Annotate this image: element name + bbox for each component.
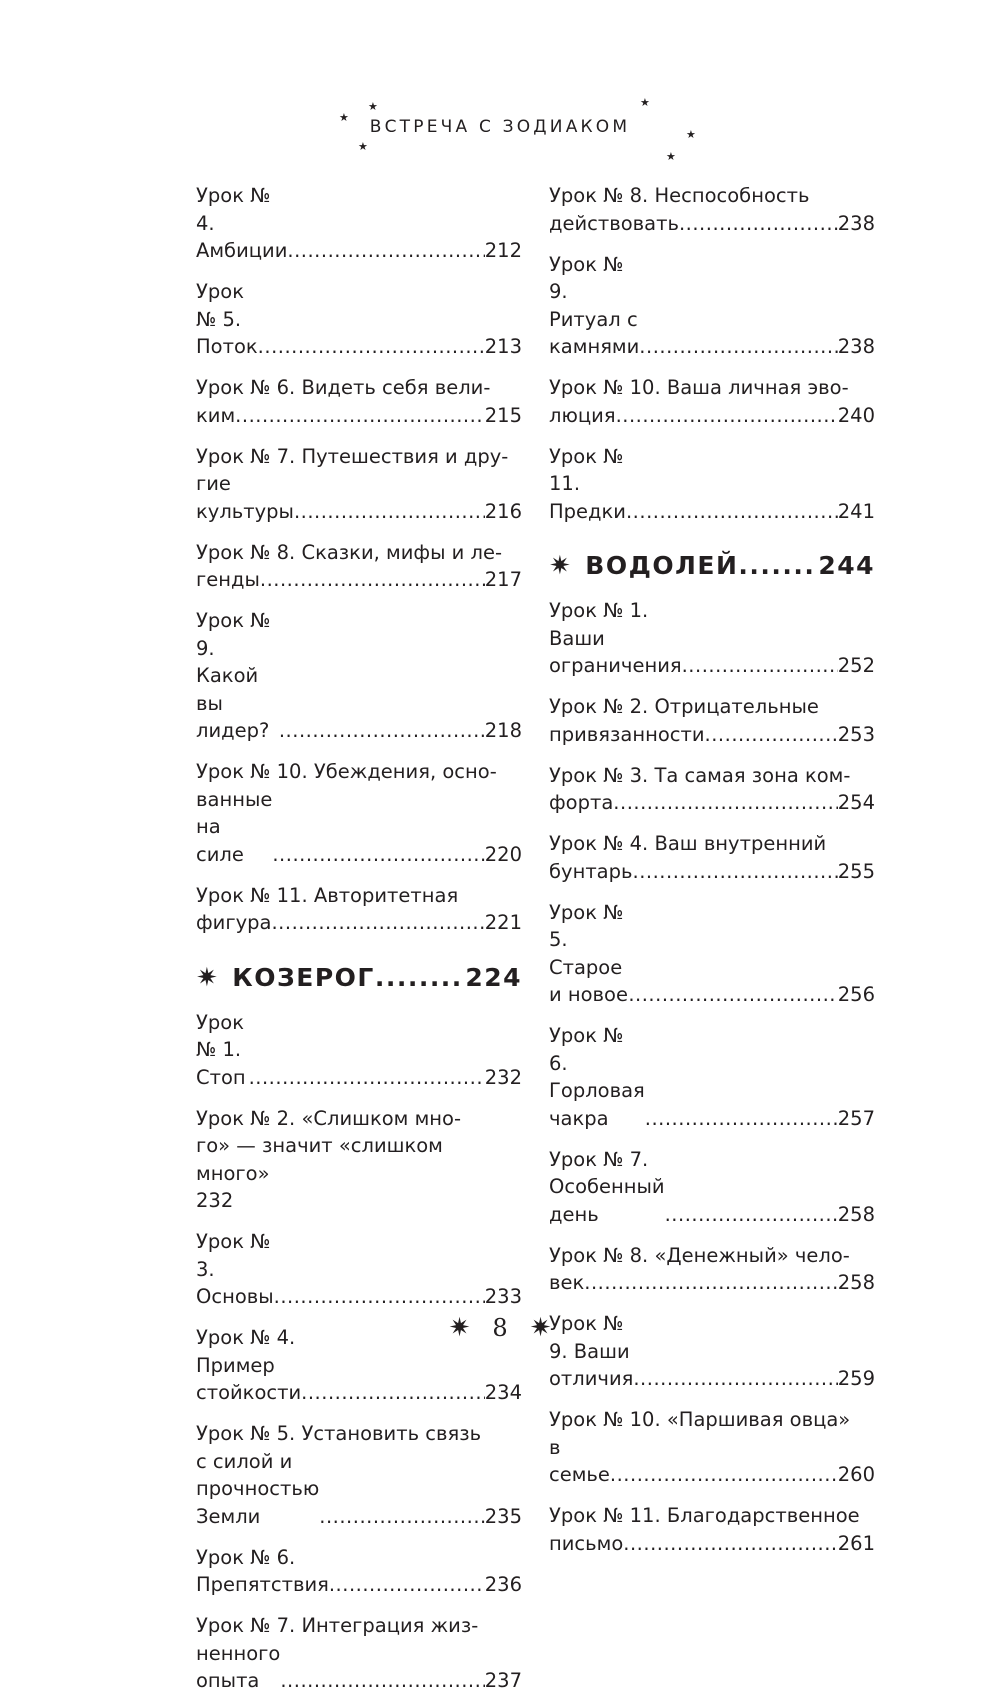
toc-entry[interactable]	[196, 443, 522, 526]
entry-page: 218	[484, 719, 522, 742]
entry-page: 236	[484, 1573, 522, 1596]
toc-entry[interactable]	[196, 182, 522, 265]
leader-dots	[258, 333, 485, 361]
leader-dots	[633, 1365, 837, 1393]
star-icon: ★	[358, 140, 368, 153]
leader-dots	[705, 721, 838, 749]
star-icon: ★	[666, 150, 676, 163]
toc-entry[interactable]	[549, 251, 875, 361]
entry-page: 221	[484, 911, 522, 934]
page-footer	[0, 1313, 1000, 1343]
toc-right-column	[549, 182, 875, 1571]
entry-title: ким	[196, 403, 236, 427]
star-icon: ★	[368, 100, 378, 113]
section-title: ВОДОЛЕЙ	[585, 551, 739, 580]
leader-dots	[329, 1571, 485, 1599]
toc-entry[interactable]	[196, 1544, 522, 1599]
toc-entry[interactable]	[196, 758, 522, 868]
entry-page: 213	[484, 335, 522, 358]
entry-page: 233	[484, 1285, 522, 1308]
star-icon: ★	[640, 96, 650, 109]
entry-title-line: Урок № 11. Авторитетная	[196, 883, 459, 907]
leader-dots	[375, 963, 461, 993]
star-icon: ★	[339, 111, 349, 124]
leader-dots	[665, 1201, 838, 1229]
entry-title: Урок № 6. Горловая чакра	[549, 1024, 645, 1130]
leader-dots	[682, 652, 838, 680]
entry-title-line: Урок № 7. Путешествия и дру-	[196, 444, 509, 468]
entry-title-line: Урок № 11. Благодарственное	[549, 1504, 860, 1527]
entry-title: гие культуры	[196, 472, 294, 523]
toc-entry[interactable]	[196, 1228, 522, 1311]
leader-dots	[645, 1105, 838, 1133]
section-page: 244	[818, 551, 875, 580]
leader-dots	[679, 210, 838, 238]
entry-title: Урок № 5. Старое и новое	[549, 900, 628, 1006]
entry-title-line: Урок № 10. «Паршивая овца»	[549, 1408, 851, 1431]
entry-title-line: Урок № 6. Видеть себя вели-	[196, 376, 491, 399]
entry-title: действовать	[549, 211, 679, 235]
leader-dots	[235, 402, 485, 430]
entry-page: 255	[837, 859, 875, 883]
entry-title: Урок № 4. Амбиции	[196, 184, 288, 262]
entry-page: 235	[484, 1504, 522, 1528]
leader-dots	[260, 566, 485, 594]
entry-page: 258	[837, 1202, 875, 1226]
entry-page: 232	[196, 1189, 234, 1212]
toc-entry[interactable]	[549, 762, 875, 817]
toc-entry[interactable]	[196, 607, 522, 745]
entry-title: привязанности	[549, 722, 705, 746]
leader-dots	[279, 717, 485, 745]
section-heading-aquarius[interactable]	[549, 551, 875, 581]
page-number: 8	[492, 1314, 508, 1342]
leader-dots	[584, 1269, 837, 1297]
toc-entry[interactable]	[549, 1146, 875, 1229]
sunburst-icon: ✷	[529, 1313, 552, 1343]
leader-dots	[294, 498, 485, 526]
entry-title: с силой и прочностью Земли	[196, 1449, 320, 1528]
entry-title-line: Урок № 10. Ваша личная эво-	[549, 376, 849, 399]
toc-entry[interactable]	[196, 539, 522, 594]
star-icon: ★	[686, 128, 696, 141]
entry-title: люция	[549, 403, 616, 427]
entry-title: Урок № 3. Основы	[196, 1230, 274, 1308]
section-title: КОЗЕРОГ	[232, 962, 375, 992]
running-header: ВСТРЕЧА С ЗОДИАКОМ	[369, 117, 631, 137]
sunburst-icon: ✷	[549, 551, 573, 581]
leader-dots	[610, 1461, 838, 1489]
entry-page: 237	[484, 1669, 522, 1692]
entry-title: форта	[549, 791, 614, 814]
entry-title: письмо	[549, 1531, 624, 1555]
entry-title: Урок № 6. Препятствия	[196, 1545, 329, 1596]
entry-title: бунтарь	[549, 859, 633, 883]
leader-dots	[613, 789, 837, 817]
toc-entry[interactable]	[196, 1420, 522, 1530]
entry-title: ненного опыта	[196, 1641, 281, 1692]
toc-entry[interactable]	[549, 1242, 875, 1297]
leader-dots	[628, 981, 837, 1009]
leader-dots	[738, 551, 814, 581]
entry-page: 232	[484, 1065, 522, 1089]
toc-entry[interactable]	[196, 1009, 522, 1092]
entry-title: фигура	[196, 911, 272, 934]
entry-title: век	[549, 1271, 585, 1294]
entry-page: 260	[837, 1463, 875, 1486]
section-page: 224	[465, 962, 522, 992]
leader-dots	[272, 841, 484, 869]
toc-entry[interactable]	[549, 830, 875, 885]
entry-title: Урок № 4. Пример стойкости	[196, 1326, 302, 1404]
toc-entry[interactable]	[549, 1406, 875, 1489]
entry-title-line: го» — значит «слишком много»	[196, 1134, 443, 1185]
entry-title-line: Урок № 2. Отрицательные	[549, 695, 819, 718]
leader-dots	[301, 1379, 485, 1407]
leader-dots	[274, 1283, 485, 1311]
entry-page: 234	[484, 1381, 522, 1404]
entry-title: Урок № 9. Ритуал с камнями	[549, 252, 640, 358]
toc-entry[interactable]	[549, 443, 875, 526]
entry-title: ванные на силе	[196, 787, 273, 866]
entry-page: 258	[837, 1271, 875, 1294]
entry-title: Урок № 7. Особенный день	[549, 1147, 665, 1226]
entry-page: 238	[837, 335, 875, 358]
entry-page: 254	[837, 791, 875, 814]
leader-dots	[623, 1530, 837, 1558]
entry-title: Урок № 1. Ваши ограничения	[549, 599, 682, 677]
entry-title: генды	[196, 568, 260, 591]
toc-entry[interactable]	[549, 182, 875, 237]
leader-dots	[249, 1064, 485, 1092]
entry-title-line: Урок № 3. Та самая зона ком-	[549, 763, 851, 787]
toc-entry[interactable]	[196, 1105, 522, 1215]
entry-page: 259	[837, 1367, 875, 1390]
sunburst-icon: ✷	[448, 1313, 471, 1343]
entry-page: 240	[837, 403, 875, 427]
entry-title-line: Урок № 8. «Денежный» чело-	[549, 1243, 850, 1267]
entry-page: 241	[837, 499, 875, 523]
leader-dots	[280, 1667, 484, 1695]
entry-page: 215	[484, 403, 522, 427]
toc-entry[interactable]	[196, 278, 522, 361]
leader-dots	[616, 402, 838, 430]
toc-entry[interactable]	[549, 899, 875, 1009]
toc-entry[interactable]	[196, 374, 522, 429]
leader-dots	[319, 1503, 485, 1531]
entry-title: Урок № 1. Стоп	[196, 1010, 246, 1089]
toc-entry[interactable]	[549, 1022, 875, 1132]
entry-page: 253	[837, 722, 875, 746]
entry-page: 256	[837, 983, 875, 1006]
leader-dots	[633, 858, 838, 886]
entry-page: 220	[484, 842, 522, 866]
entry-page: 216	[484, 499, 522, 523]
entry-title-line: Урок № 10. Убеждения, осно-	[196, 760, 497, 783]
entry-title: Урок № 9. Ваши отличия	[549, 1312, 634, 1390]
entry-title-line: Урок № 7. Интеграция жиз-	[196, 1614, 479, 1637]
entry-title-line: Урок № 4. Ваш внутренний	[549, 832, 827, 855]
toc-entry[interactable]	[196, 1612, 522, 1695]
entry-title-line: Урок № 8. Неспособность	[549, 184, 810, 207]
toc-left-column	[196, 182, 522, 1708]
entry-title-line: Урок № 8. Сказки, мифы и ле-	[196, 540, 503, 564]
entry-title: Урок № 5. Поток	[196, 280, 258, 358]
leader-dots	[287, 237, 484, 265]
entry-title: в семье	[549, 1435, 610, 1486]
entry-page: 212	[484, 239, 522, 262]
entry-page: 252	[837, 654, 875, 677]
toc-entry[interactable]	[549, 1502, 875, 1557]
toc-entry[interactable]	[549, 597, 875, 680]
section-heading-capricorn[interactable]	[196, 963, 522, 993]
entry-page: 238	[837, 211, 875, 235]
entry-title: Урок № 9. Какой вы лидер?	[196, 609, 271, 742]
leader-dots	[271, 909, 484, 937]
entry-title-line: Урок № 5. Установить связь	[196, 1422, 482, 1445]
toc-entry[interactable]	[196, 882, 522, 937]
toc-entry[interactable]	[549, 374, 875, 429]
entry-title: Урок № 11. Предки	[549, 444, 626, 523]
entry-page: 257	[837, 1106, 875, 1130]
entry-page: 217	[484, 568, 522, 591]
sunburst-icon: ✷	[196, 962, 220, 993]
entry-title-line: Урок № 2. «Слишком мно-	[196, 1106, 462, 1130]
leader-dots	[626, 498, 838, 526]
toc-entry[interactable]	[549, 693, 875, 748]
entry-page: 261	[837, 1531, 875, 1555]
leader-dots	[639, 333, 837, 361]
